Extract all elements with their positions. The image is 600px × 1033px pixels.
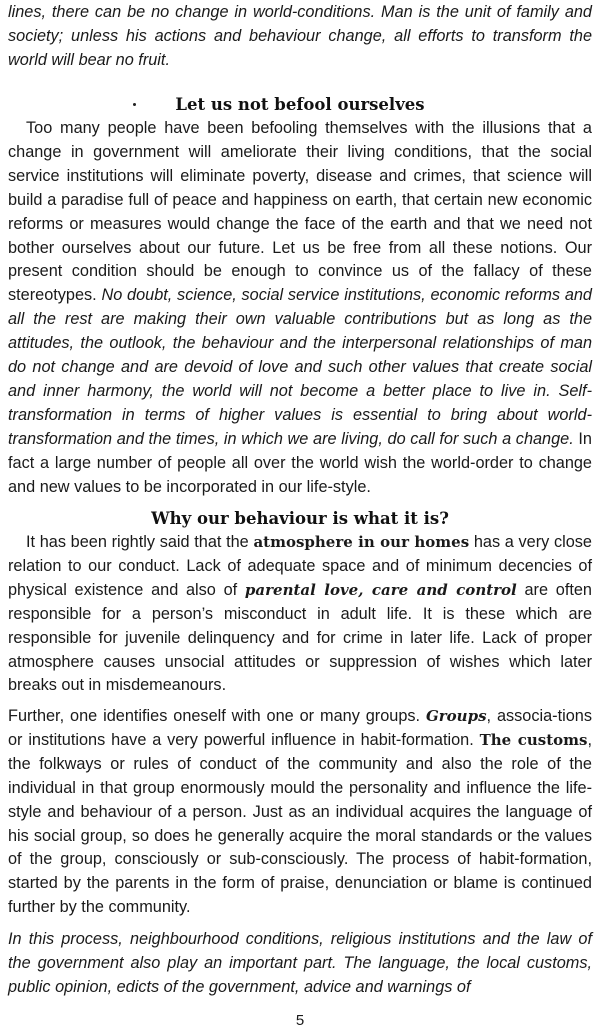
text-run: It has been rightly said that the <box>26 533 254 551</box>
text-run: , associa-tions or institutions have a very powerful influence in habit-formation. <box>8 707 592 749</box>
paragraph-befool <box>8 117 592 500</box>
paragraph-groups <box>8 705 592 920</box>
intro-paragraph: lines, there can be no change in world-conditions. Man is the unit of family and society; unless his actions and behaviour change, all efforts to transform the world will bear no fruit. <box>8 3 592 69</box>
section-befool-body <box>8 117 592 500</box>
bold-run: The customs <box>479 730 588 749</box>
heading-behaviour: Why our behaviour is what it is? <box>151 509 449 528</box>
text-run: , the folkways or rules of conduct of the community and also the role of the individual in that group enormously mould the personality and influence the life-style and behaviour of a person. Just as an individual acquires the language of his social group, so does he generally acquire the moral standards or the values of the group, consciously or sub-consciously. The process of habit-formation, started by the parents in the form of praise, denunciation or blame is continued further by the community. <box>8 730 592 917</box>
text-run: Further, one identifies oneself with one or many groups. <box>8 707 426 725</box>
text-run: Too many people have been befooling themselves with the illusions that a change in government will ameliorate their living conditions, that the social service institutions will eliminate poverty, disease and crimes, that science will build a paradise full of peace and happiness on earth, that certain new economic reforms or measures would change the face of the earth and that we need not bother ourselves about our future. Let us be free from all these notions. Our present condition should be enough to convince us of the fallacy of these stereotypes. <box>8 119 592 305</box>
bold-italic-run: parental love, care and control <box>244 580 517 599</box>
italic-run: No doubt, science, social service institutions, economic reforms and all the rest are making their own valuable contributions but as long as the attitudes, the outlook, the behaviour and the interpersonal relationships of man do not change and are devoid of love and such other values that create social and inner harmony, the world will not become a better place to live in. Self-transformation in terms of higher values is essential to bring about world-transformation and the times, in which we are living, do call for such a change. <box>8 286 592 448</box>
paragraph-process: In this process, neighbourhood conditions, religious institutions and the law of the government also play an important part. The language, the local customs, public opinion, edicts of the government, advice and warnings of <box>8 930 592 996</box>
heading-befool: Let us not befool ourselves <box>175 95 425 114</box>
text-run: In fact a large number of people all over the world wish the world-order to change and new values to be incorporated in our life-style. <box>8 429 592 496</box>
page-number: 5 <box>295 1012 305 1029</box>
text-run: are often responsible for a person’s misconduct in adult life. It is these which are responsible for juvenile delinquency and for crime in later life. Lack of proper atmosphere causes unsocial attitudes or suppression of wishes which later breaks out in misdemeanours. <box>8 580 592 695</box>
bold-italic-run: Groups <box>425 707 487 725</box>
section-behaviour-body <box>8 531 592 698</box>
text-run: has a very close relation to our conduct. Lack of adequate space and of minimum decencies of physical existence and also of <box>8 533 592 599</box>
paragraph-atmosphere <box>8 531 592 698</box>
bold-run: atmosphere in our homes <box>253 533 470 551</box>
